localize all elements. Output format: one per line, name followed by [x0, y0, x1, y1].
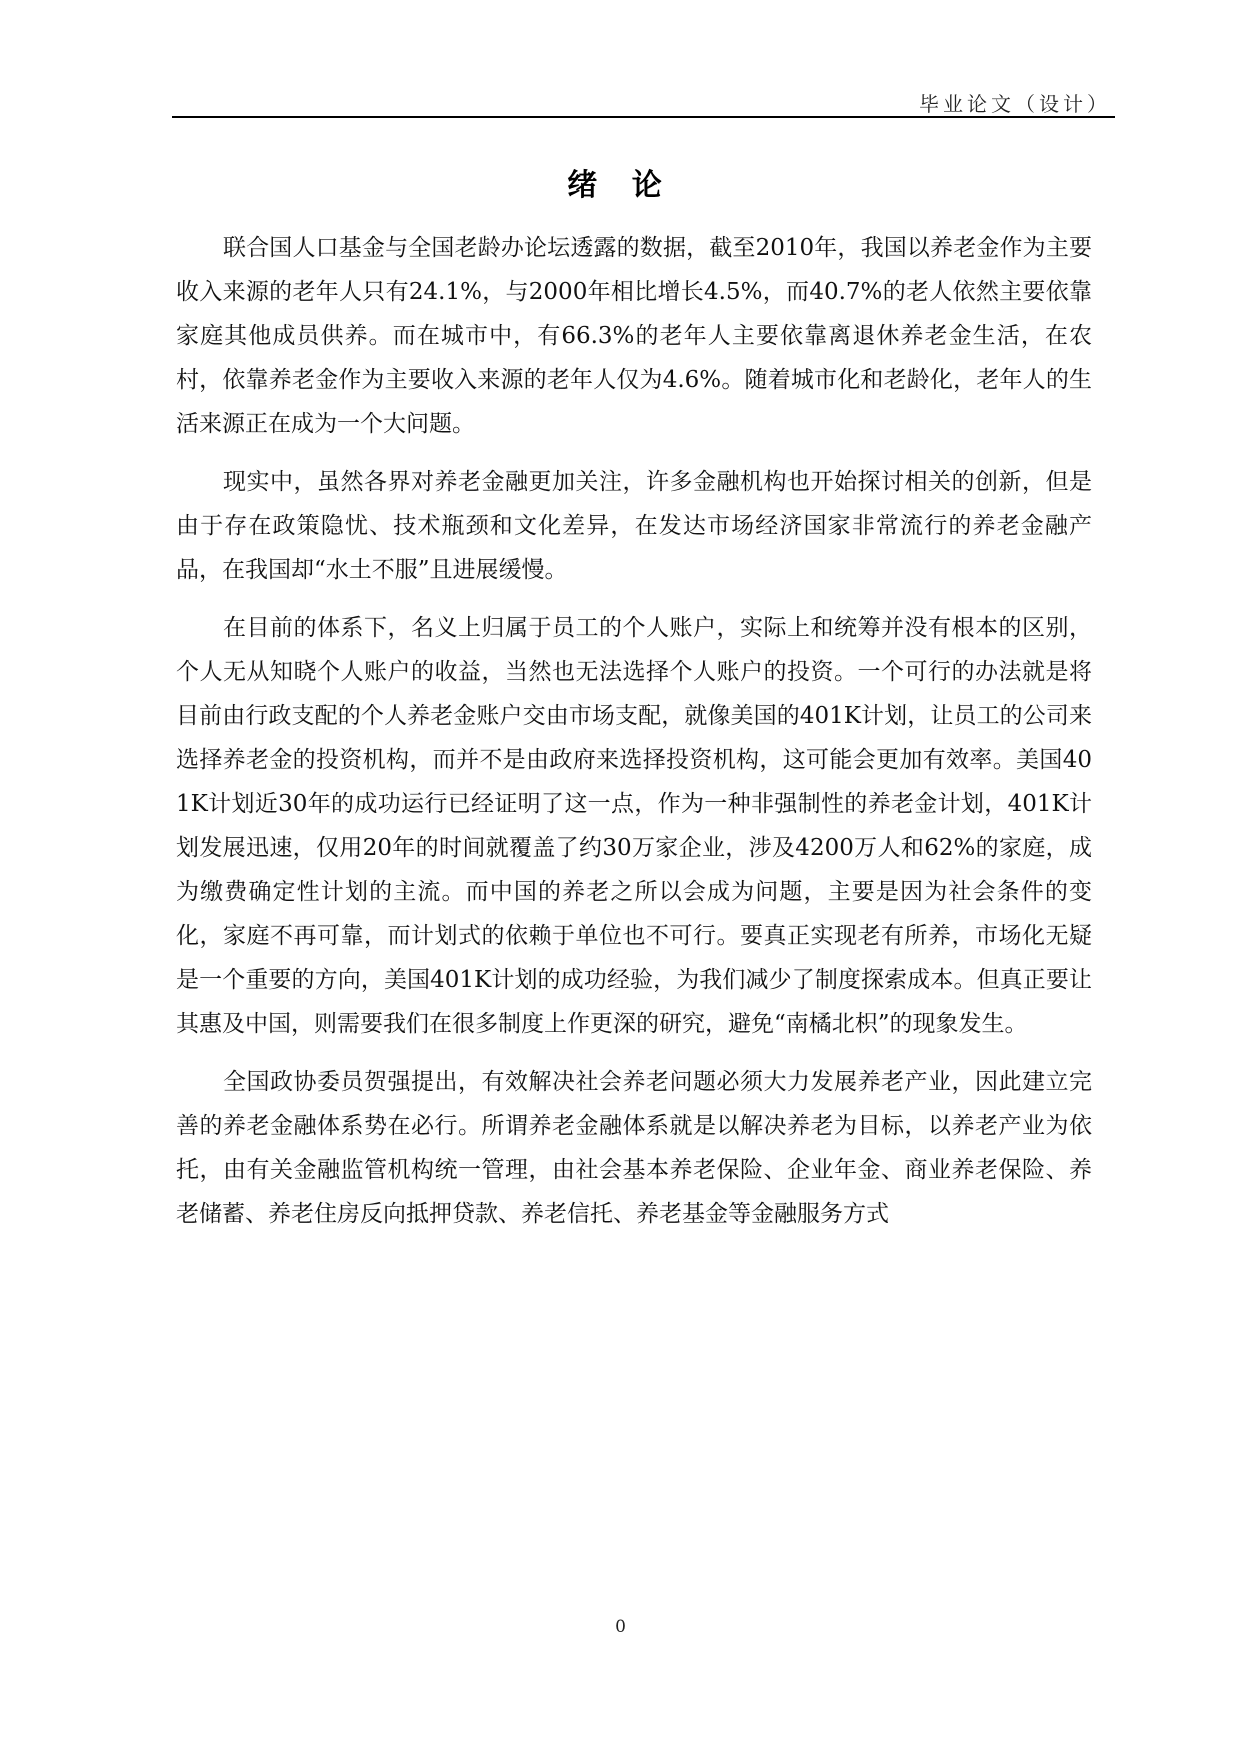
paragraph-3: 在目前的体系下，名义上归属于员工的个人账户，实际上和统筹并没有根本的区别，个人无从知晓个人账户的收益，当然也无法选择个人账户的投资。一个可行的办法就是将目前由行政支配的个人养老金账户交由市场支配，就像美国的401K计划，让员工的公司来选择养老金的投资机构，而并不是由政府来选择投资机构，这可能会更加有效率。美国401K计划近30年的成功运行已经证明了这一点，作为一种非强制性的养老金计划，401K计划发展迅速，仅用20年的时间就覆盖了约30万家企业，涉及4200万人和62%的家庭，成为缴费确定性计划的主流。而中国的养老之所以会成为问题，主要是因为社会条件的变化，家庭不再可靠，而计划式的依赖于单位也不可行。要真正实现老有所养，市场化无疑是一个重要的方向，美国401K计划的成功经验，为我们减少了制度探索成本。但真正要让其惠及中国，则需要我们在很多制度上作更深的研究，避免“南橘北枳”的现象发生。: [176, 615, 1092, 1037]
page-number: 0: [615, 1617, 626, 1637]
page-title: 绪 论: [567, 168, 674, 203]
body-text: [176, 226, 1092, 1250]
paragraph-1: 联合国人口基金与全国老龄办论坛透露的数据，截至2010年，我国以养老金作为主要收入来源的老年人只有24.1%，与2000年相比增长4.5%，而40.7%的老人依然主要依靠家庭其他成员供养。而在城市中，有66.3%的老年人主要依靠离退休养老金生活，在农村，依靠养老金作为主要收入来源的老年人仅为4.6%。随着城市化和老龄化，老年人的生活来源正在成为一个大问题。: [176, 235, 1092, 437]
paragraph-2: 现实中，虽然各界对养老金融更加关注，许多金融机构也开始探讨相关的创新，但是由于存在政策隐忧、技术瓶颈和文化差异，在发达市场经济国家非常流行的养老金融产品，在我国却“水土不服”且进展缓慢。: [176, 469, 1092, 583]
header-rule: [172, 116, 1115, 118]
running-header: 毕业论文（设计）: [919, 92, 1111, 116]
paragraph-4: 全国政协委员贺强提出，有效解决社会养老问题必须大力发展养老产业，因此建立完善的养老金融体系势在必行。所谓养老金融体系就是以解决养老为目标，以养老产业为依托，由有关金融监管机构统一管理，由社会基本养老保险、企业年金、商业养老保险、养老储蓄、养老住房反向抵押贷款、养老信托、养老基金等金融服务方式: [176, 1069, 1092, 1227]
